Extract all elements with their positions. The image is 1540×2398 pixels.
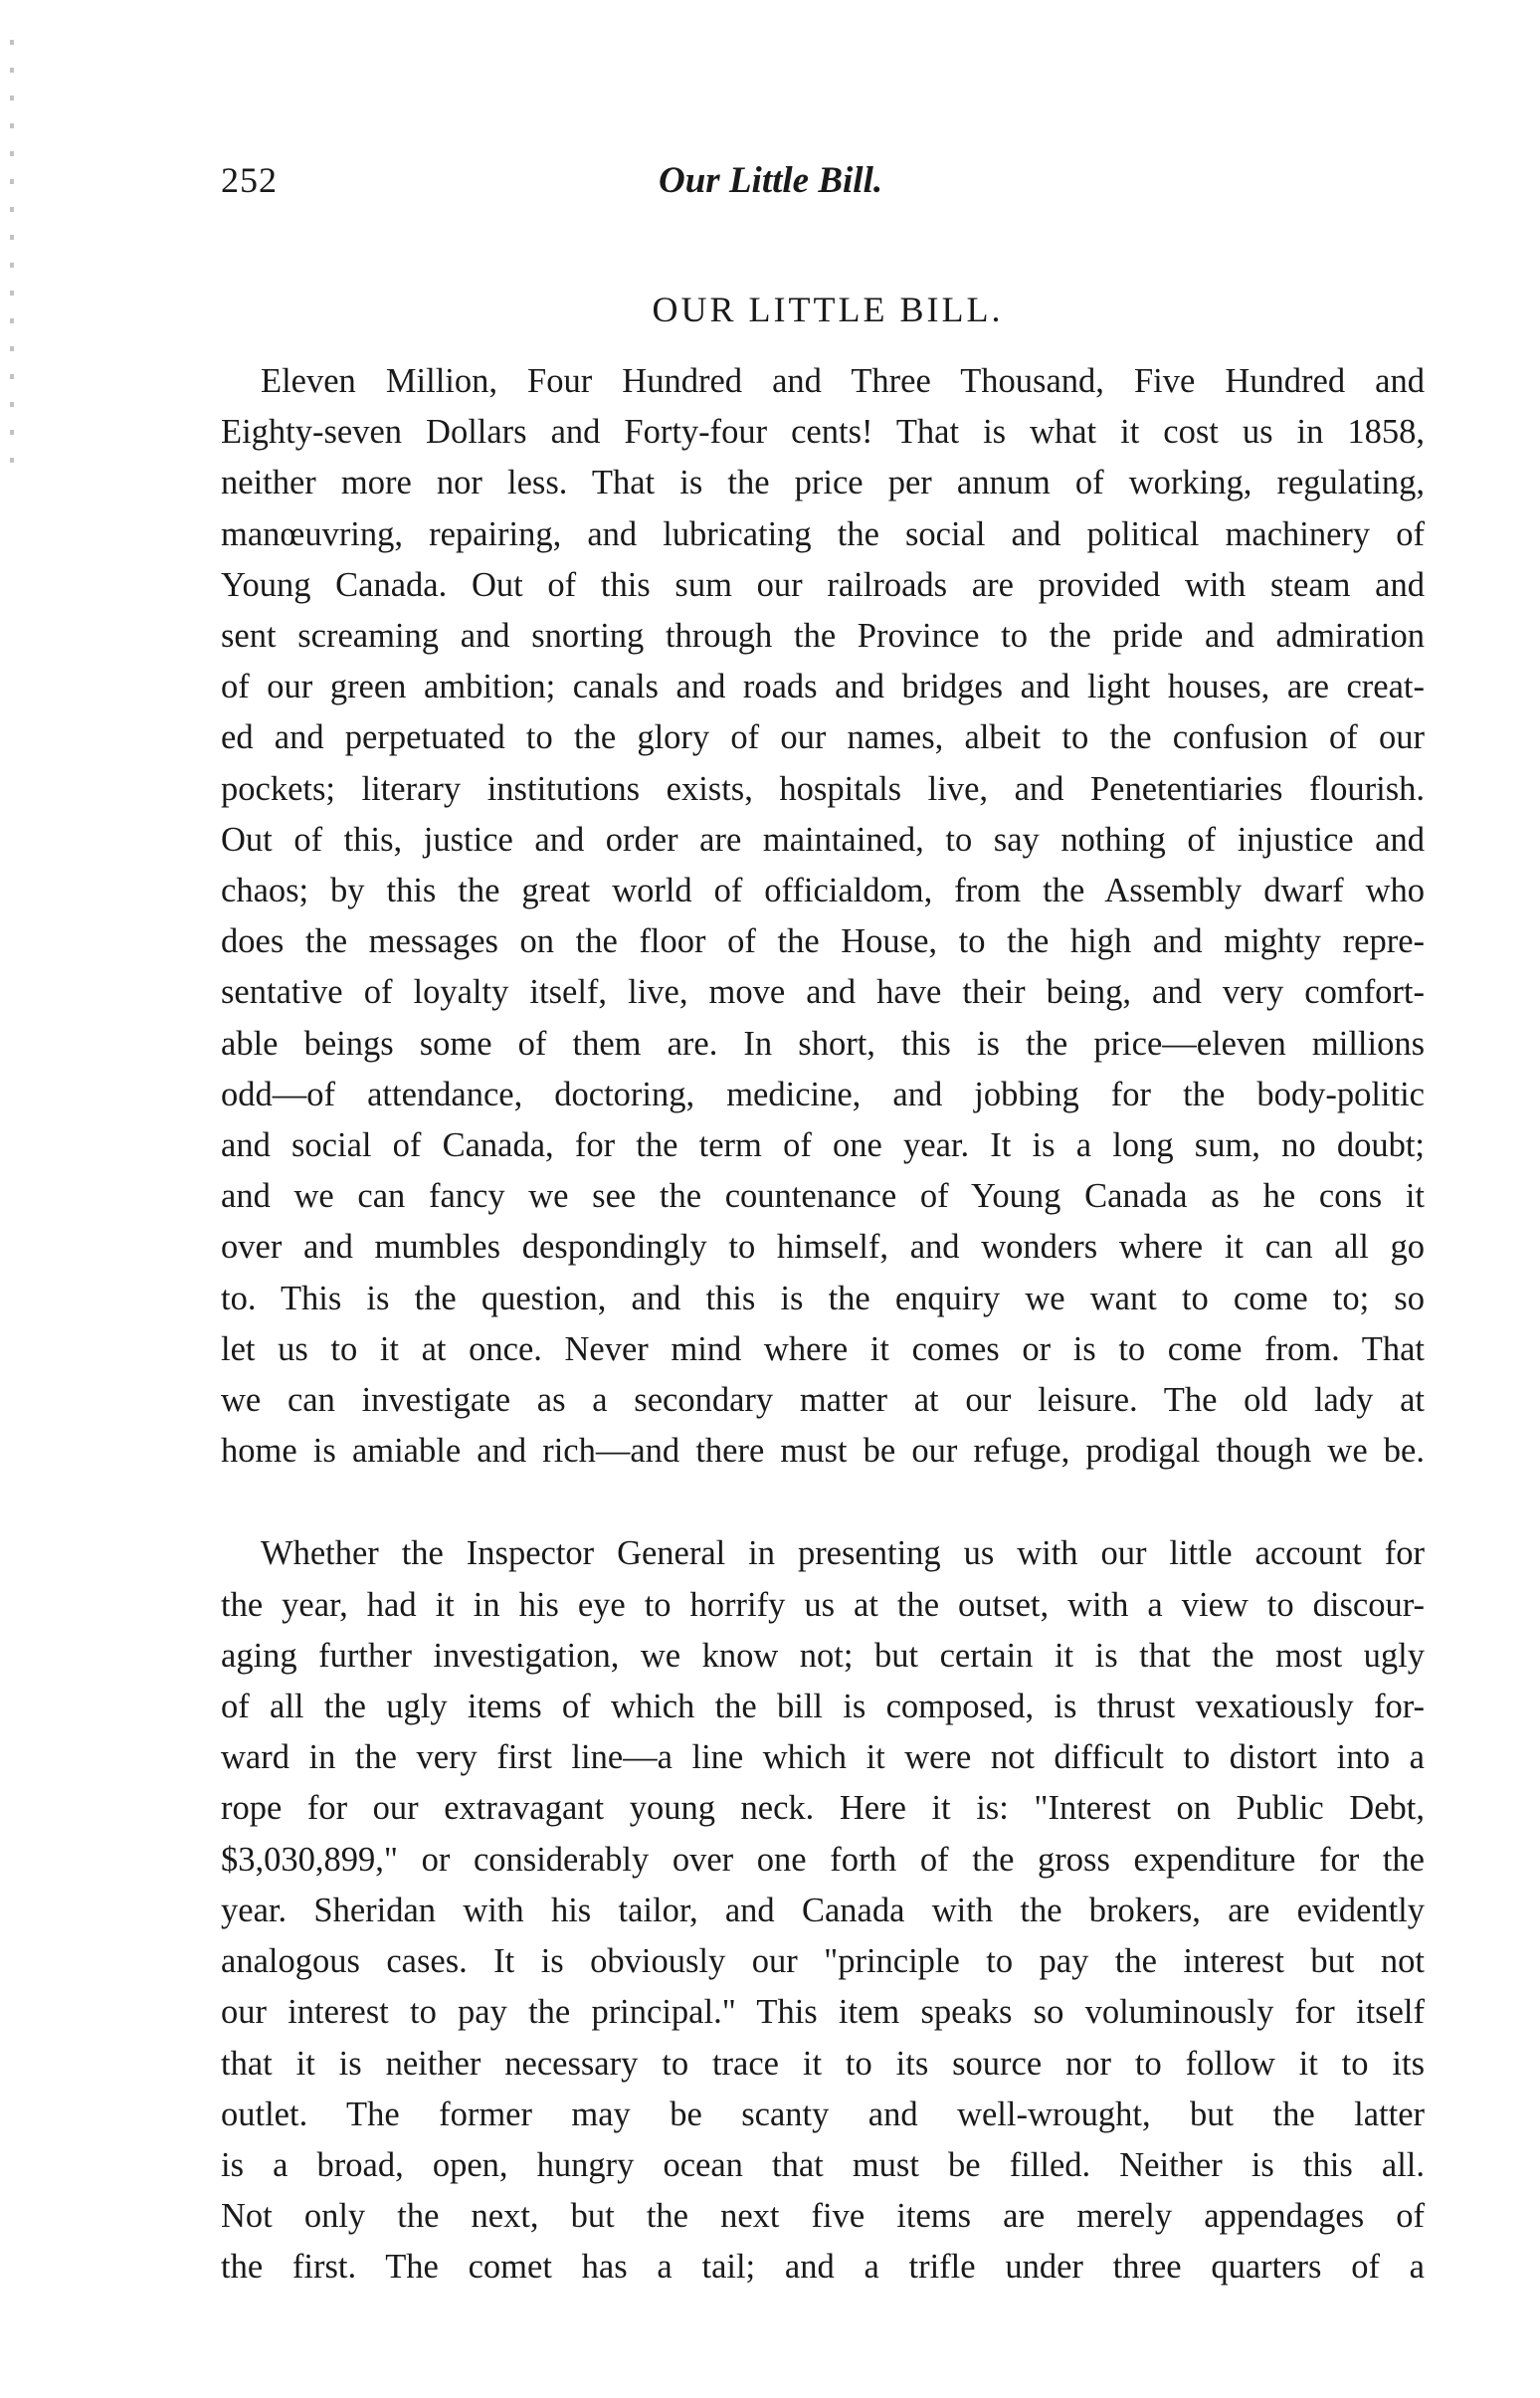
paragraph-gap — [221, 1477, 1425, 1528]
text-line: to. This is the question, and this is the enquiry we want to come to; so — [221, 1279, 1425, 1317]
text-line: the first. The comet has a tail; and a trifle under three quarters of a — [221, 2248, 1425, 2287]
text-line: Young Canada. Out of this sum our railroads are provided with steam and — [221, 565, 1425, 604]
text-line: odd—of attendance, doctoring, medicine, and jobbing for the body-politic — [221, 1075, 1425, 1113]
running-title: Our Little Bill. — [659, 160, 883, 201]
text-line: is a broad, open, hungry ocean that must be filled. Neither is this all. — [221, 2145, 1425, 2184]
text-line: our interest to pay the principal." This item speaks so voluminously for itself — [221, 1993, 1425, 2032]
paragraph-1 — [221, 356, 1425, 1477]
text-line: and we can fancy we see the countenance of Young Canada as he cons it — [221, 1177, 1425, 1216]
text-line: $3,030,899," or considerably over one forth of the gross expenditure for the — [221, 1840, 1425, 1879]
page-body — [221, 289, 1425, 2294]
scan-margin-marks — [10, 40, 14, 478]
text-line: able beings some of them are. In short, this is the price—eleven millions — [221, 1024, 1425, 1063]
text-line: ed and perpetuated to the glory of our names, albeit to the confusion of our — [221, 718, 1425, 757]
text-line: let us to it at once. Never mind where it comes or is to come from. That — [221, 1329, 1425, 1368]
text-line: of all the ugly items of which the bill is composed, is thrust vexatiously for- — [221, 1688, 1425, 1726]
text-line: neither more nor less. That is the price per annum of working, regulating, — [221, 464, 1425, 502]
text-line: of our green ambition; canals and roads and bridges and light houses, are creat- — [221, 668, 1425, 706]
text-line: sent screaming and snorting through the Province to the pride and admiration — [221, 617, 1425, 656]
text-line: does the messages on the floor of the House, to the high and mighty repre- — [221, 922, 1425, 961]
text-line: Eighty-seven Dollars and Forty-four cents! That is what it cost us in 1858, — [221, 413, 1425, 452]
text-line: pockets; literary institutions exists, hospitals live, and Penetentiaries flourish. — [221, 769, 1425, 808]
text-line: analogous cases. It is obviously our "principle to pay the interest but not — [221, 1942, 1425, 1981]
text-line: chaos; by this the great world of officialdom, from the Assembly dwarf who — [221, 872, 1425, 910]
text-line: we can investigate as a secondary matter at our leisure. The old lady at — [221, 1381, 1425, 1420]
text-line: rope for our extravagant young neck. Here it is: "Interest on Public Debt, — [221, 1789, 1425, 1828]
text-line: outlet. The former may be scanty and well-wrought, but the latter — [221, 2095, 1425, 2133]
text-line: Eleven Million, Four Hundred and Three Thousand, Five Hundred and — [261, 362, 1425, 400]
page-number: 252 — [221, 160, 278, 200]
text-line: manœuvring, repairing, and lubricating the social and political machinery of — [221, 514, 1425, 553]
text-line: sentative of loyalty itself, live, move and have their being, and very comfort- — [221, 973, 1425, 1012]
text-line: Not only the next, but the next five items are merely appendages of — [221, 2197, 1425, 2236]
text-line: year. Sheridan with his tailor, and Canada with the brokers, are evidently — [221, 1891, 1425, 1929]
text-line: and social of Canada, for the term of one year. It is a long sum, no doubt; — [221, 1126, 1425, 1165]
text-line: Whether the Inspector General in presenting us with our little account for — [261, 1534, 1425, 1573]
text-line: ward in the very first line—a line which it were not difficult to distort into a — [221, 1738, 1425, 1777]
running-head — [221, 149, 1425, 209]
text-line: aging further investigation, we know not; but certain it is that the most ugly — [221, 1636, 1425, 1675]
text-line: Out of this, justice and order are maintained, to say nothing of injustice and — [221, 820, 1425, 859]
paragraph-2 — [221, 1528, 1425, 2293]
article-title: OUR LITTLE BILL. — [652, 290, 1004, 329]
text-line: the year, had it in his eye to horrify us at the outset, with a view to discour- — [221, 1585, 1425, 1624]
text-line: that it is neither necessary to trace it to its source nor to follow it to its — [221, 2044, 1425, 2083]
text-line: home is amiable and rich—and there must be our refuge, prodigal though we be. — [221, 1432, 1425, 1471]
text-line: over and mumbles despondingly to himself, and wonders where it can all go — [221, 1228, 1425, 1267]
